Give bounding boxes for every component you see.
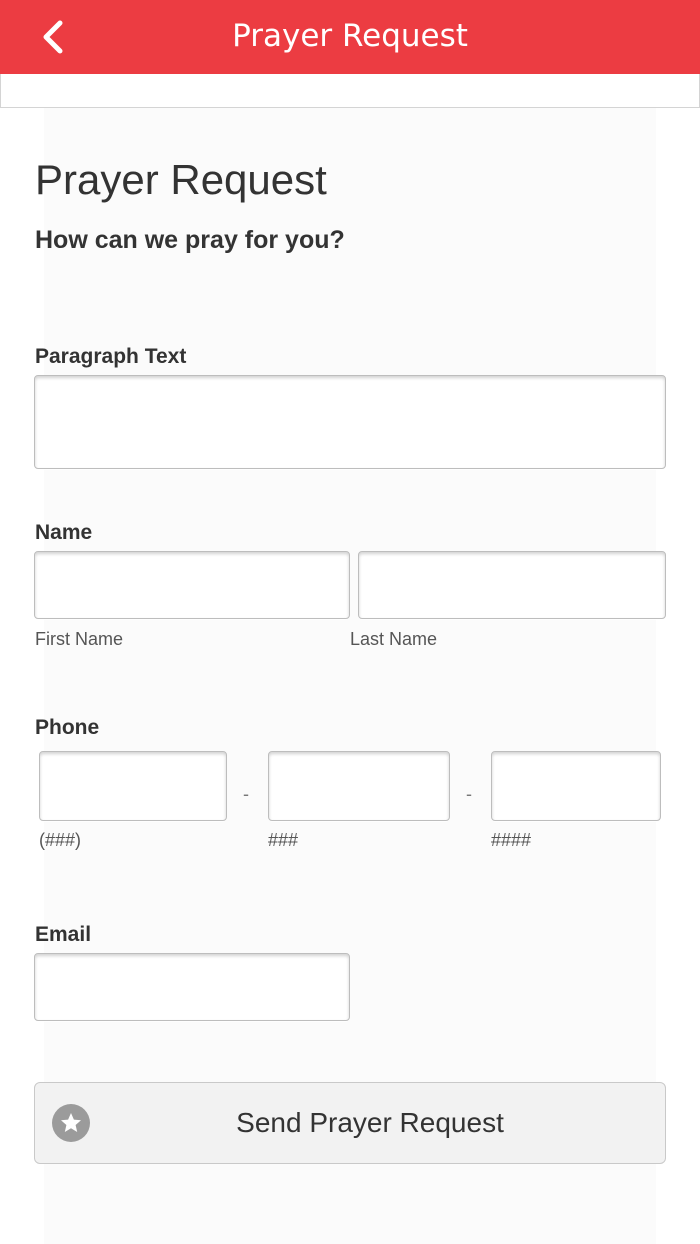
- phone-label: Phone: [35, 716, 100, 739]
- paragraph-text-field[interactable]: [34, 375, 666, 469]
- send-prayer-request-button[interactable]: [34, 1082, 666, 1164]
- first-name-field[interactable]: [34, 551, 350, 619]
- email-field[interactable]: [34, 953, 350, 1021]
- phone-prefix-field[interactable]: [268, 751, 450, 821]
- background-artwork: [44, 108, 656, 1244]
- phone-prefix-sublabel: ###: [268, 830, 299, 850]
- header-title: Prayer Request: [232, 18, 468, 54]
- back-button[interactable]: [30, 14, 76, 60]
- last-name-sublabel: Last Name: [350, 629, 438, 649]
- page-title: Prayer Request: [35, 156, 327, 203]
- paragraph-text-label: Paragraph Text: [35, 345, 187, 368]
- header-sub-bar: [0, 74, 700, 108]
- chevron-left-icon: [40, 19, 66, 55]
- phone-line-number-sublabel: ####: [491, 830, 532, 850]
- page-subtitle: How can we pray for you?: [35, 226, 345, 254]
- email-label: Email: [35, 923, 92, 946]
- phone-separator: -: [466, 784, 472, 804]
- send-button-label: Send Prayer Request: [236, 1107, 504, 1138]
- last-name-field[interactable]: [358, 551, 666, 619]
- first-name-sublabel: First Name: [35, 629, 124, 649]
- phone-separator: -: [243, 784, 249, 804]
- app-header: [0, 0, 700, 74]
- phone-area-code-sublabel: (###): [39, 830, 82, 850]
- name-label: Name: [35, 521, 93, 544]
- phone-area-code-field[interactable]: [39, 751, 227, 821]
- phone-line-number-field[interactable]: [491, 751, 661, 821]
